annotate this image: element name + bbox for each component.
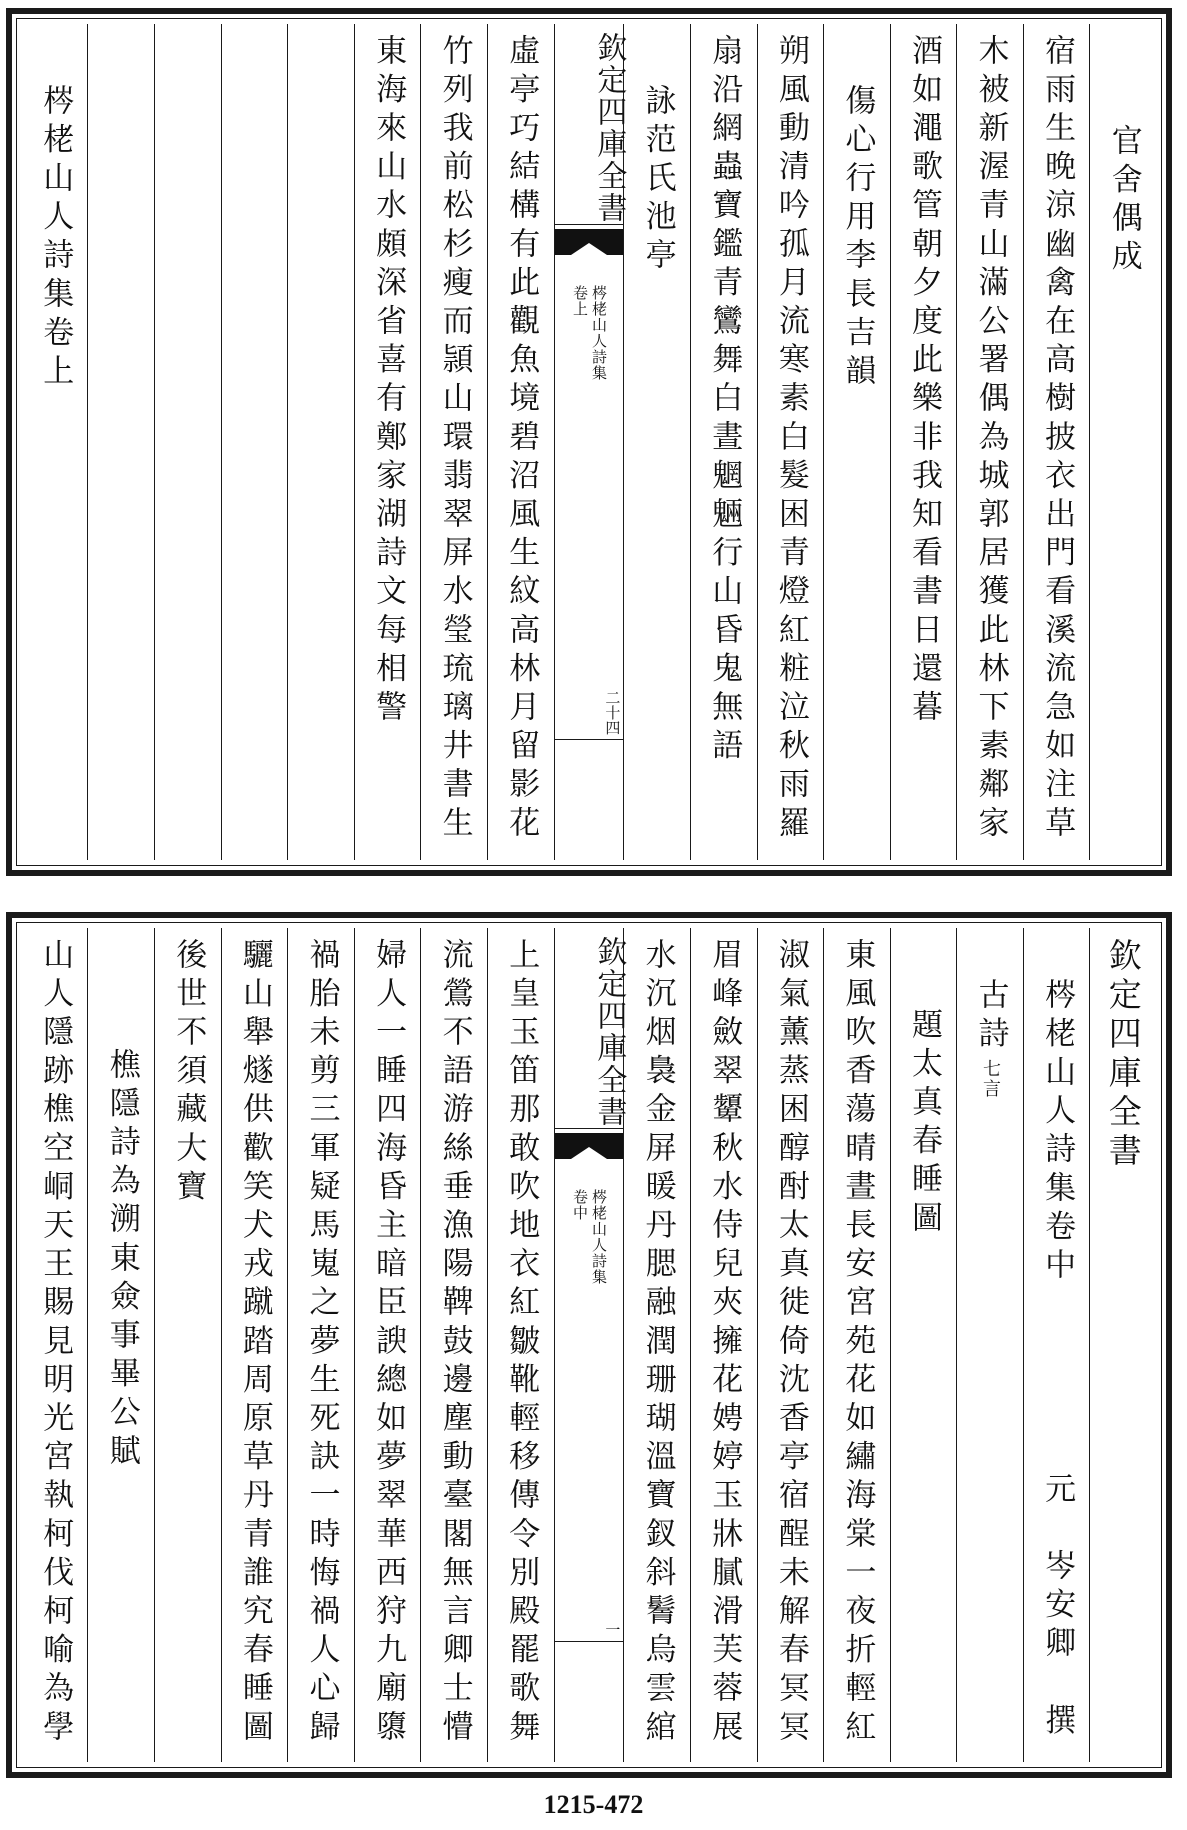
top-col-10	[420, 24, 487, 860]
fold-book-info	[572, 255, 606, 381]
fishtail-mark	[555, 229, 624, 255]
bottom-col-10	[420, 928, 487, 1762]
poem-title: 樵隱詩為溯東僉事畢公賦	[103, 1048, 140, 1473]
genre-note: 七言	[980, 1059, 1002, 1100]
text-line: 朔風動清吟孤月流寒素白髮困青燈紅粧泣秋雨羅	[772, 34, 809, 845]
page-reference-number: 1215-472	[543, 1790, 644, 1819]
poem-title: 詠范氏池亭	[639, 84, 676, 277]
bottom-col-11	[354, 928, 421, 1762]
top-col-6	[757, 24, 824, 860]
top-col-11	[354, 24, 421, 860]
top-col-15	[87, 24, 154, 860]
bottom-col-13	[221, 928, 288, 1762]
fold-page-number: 一	[555, 1622, 624, 1642]
top-col-5	[823, 24, 890, 860]
fold-juan: 卷中	[570, 1189, 589, 1221]
bottom-col-16	[22, 928, 88, 1762]
fold-page-number: 二十四	[555, 690, 624, 740]
fold-head: 欽定四庫全書	[555, 928, 624, 1129]
top-col-4	[890, 24, 957, 860]
poem-title: 題太真春睡圖	[905, 1008, 942, 1240]
bottom-col-1	[1089, 928, 1156, 1762]
text-line: 東海來山水頗深省喜有鄭家湖詩文每相警	[370, 34, 407, 729]
text-line: 竹列我前松杉瘦而頴山環翡翠屏水瑩琉璃井書生	[436, 34, 473, 845]
text-line: 眉峰斂翠顰秋水侍兒夾擁花娉婷玉牀膩滑芙蓉展	[706, 938, 743, 1749]
bottom-col-4	[890, 928, 957, 1762]
author-line: 元 岑安卿 撰	[1039, 1471, 1076, 1742]
bottom-page	[6, 912, 1172, 1778]
fold-book-title: 梣栳山人詩集	[589, 1189, 608, 1285]
text-line: 山人隱跡樵空峒天王賜見明光宮執柯伐柯喻為學	[37, 938, 74, 1749]
text-line: 婦人一睡四海昏主暗臣諛總如夢翠華西狩九廟隳	[370, 938, 407, 1749]
text-line: 虛亭巧結構有此觀魚境碧沼風生紋高林月留影花	[503, 34, 540, 845]
text-line: 驪山舉燧供歡笑犬戎蹴踏周原草丹青誰究春睡圖	[236, 938, 273, 1749]
top-col-3	[956, 24, 1023, 860]
top-page	[6, 8, 1172, 876]
bottom-center-fold	[554, 928, 627, 1762]
bottom-col-7	[690, 928, 757, 1762]
poem-title: 傷心行用李長吉韻	[839, 84, 876, 393]
fold-head: 欽定四庫全書	[555, 24, 624, 225]
text-line: 木被新渥青山滿公署偶為城郭居獲此林下素鄰家	[972, 34, 1009, 845]
text-line: 水沉烟裊金屏暖丹腮融潤珊瑚溫寶釵斜鬌烏雲綰	[639, 938, 676, 1749]
top-center-fold	[554, 24, 627, 860]
top-col-12	[287, 24, 354, 860]
juan-end-title: 梣栳山人詩集卷上	[37, 84, 74, 393]
top-col-16	[22, 24, 88, 860]
fold-juan: 卷上	[570, 285, 589, 317]
top-col-7	[690, 24, 757, 860]
top-col-13	[221, 24, 288, 860]
bottom-col-9	[487, 928, 554, 1762]
bottom-col-15	[87, 928, 154, 1762]
text-line: 上皇玉笛那敢吹地衣紅皺靴輕移傳令別殿罷歌舞	[503, 938, 540, 1749]
bottom-col-6	[757, 928, 824, 1762]
bottom-col-8	[623, 928, 690, 1762]
bottom-col-5	[823, 928, 890, 1762]
bottom-col-12	[287, 928, 354, 1762]
genre-heading: 古詩	[972, 978, 1009, 1056]
top-col-8	[623, 24, 690, 860]
text-line: 禍胎未剪三軍疑馬嵬之夢生死訣一時悔禍人心歸	[303, 938, 340, 1749]
fold-book-info	[572, 1159, 606, 1285]
text-line: 扇沿網蟲寶鑑青鸞舞白晝魍魎行山昏鬼無語	[706, 34, 743, 768]
juan-title: 梣栳山人詩集卷中	[1039, 978, 1076, 1287]
top-col-1	[1089, 24, 1156, 860]
text-line: 後世不須藏大寶	[170, 938, 207, 1209]
fishtail-mark	[555, 1133, 624, 1159]
top-col-2	[1023, 24, 1090, 860]
text-line: 淑氣薰蒸困醇酎太真徙倚沈香亭宿酲未解春冥冥	[772, 938, 809, 1749]
text-line: 酒如澠歌管朝夕度此樂非我知看書日還暮	[905, 34, 942, 729]
book-series-title: 欽定四庫全書	[1103, 938, 1143, 1172]
top-col-14	[154, 24, 221, 860]
text-line: 東風吹香蕩晴晝長安宮苑花如繡海棠一夜折輕紅	[839, 938, 876, 1749]
text-line: 流鶯不語游絲垂漁陽鞞鼓邊塵動臺閣無言卿士懵	[436, 938, 473, 1749]
bottom-col-2	[1023, 928, 1090, 1762]
top-columns	[22, 24, 1156, 860]
bottom-col-3	[956, 928, 1023, 1762]
bottom-columns	[22, 928, 1156, 1762]
text-line: 宿雨生晚涼幽禽在高樹披衣出門看溪流急如注草	[1039, 34, 1076, 845]
bottom-col-14	[154, 928, 221, 1762]
poem-title: 官舍偶成	[1105, 124, 1142, 279]
top-col-9	[487, 24, 554, 860]
fold-book-title: 梣栳山人詩集	[589, 285, 608, 381]
